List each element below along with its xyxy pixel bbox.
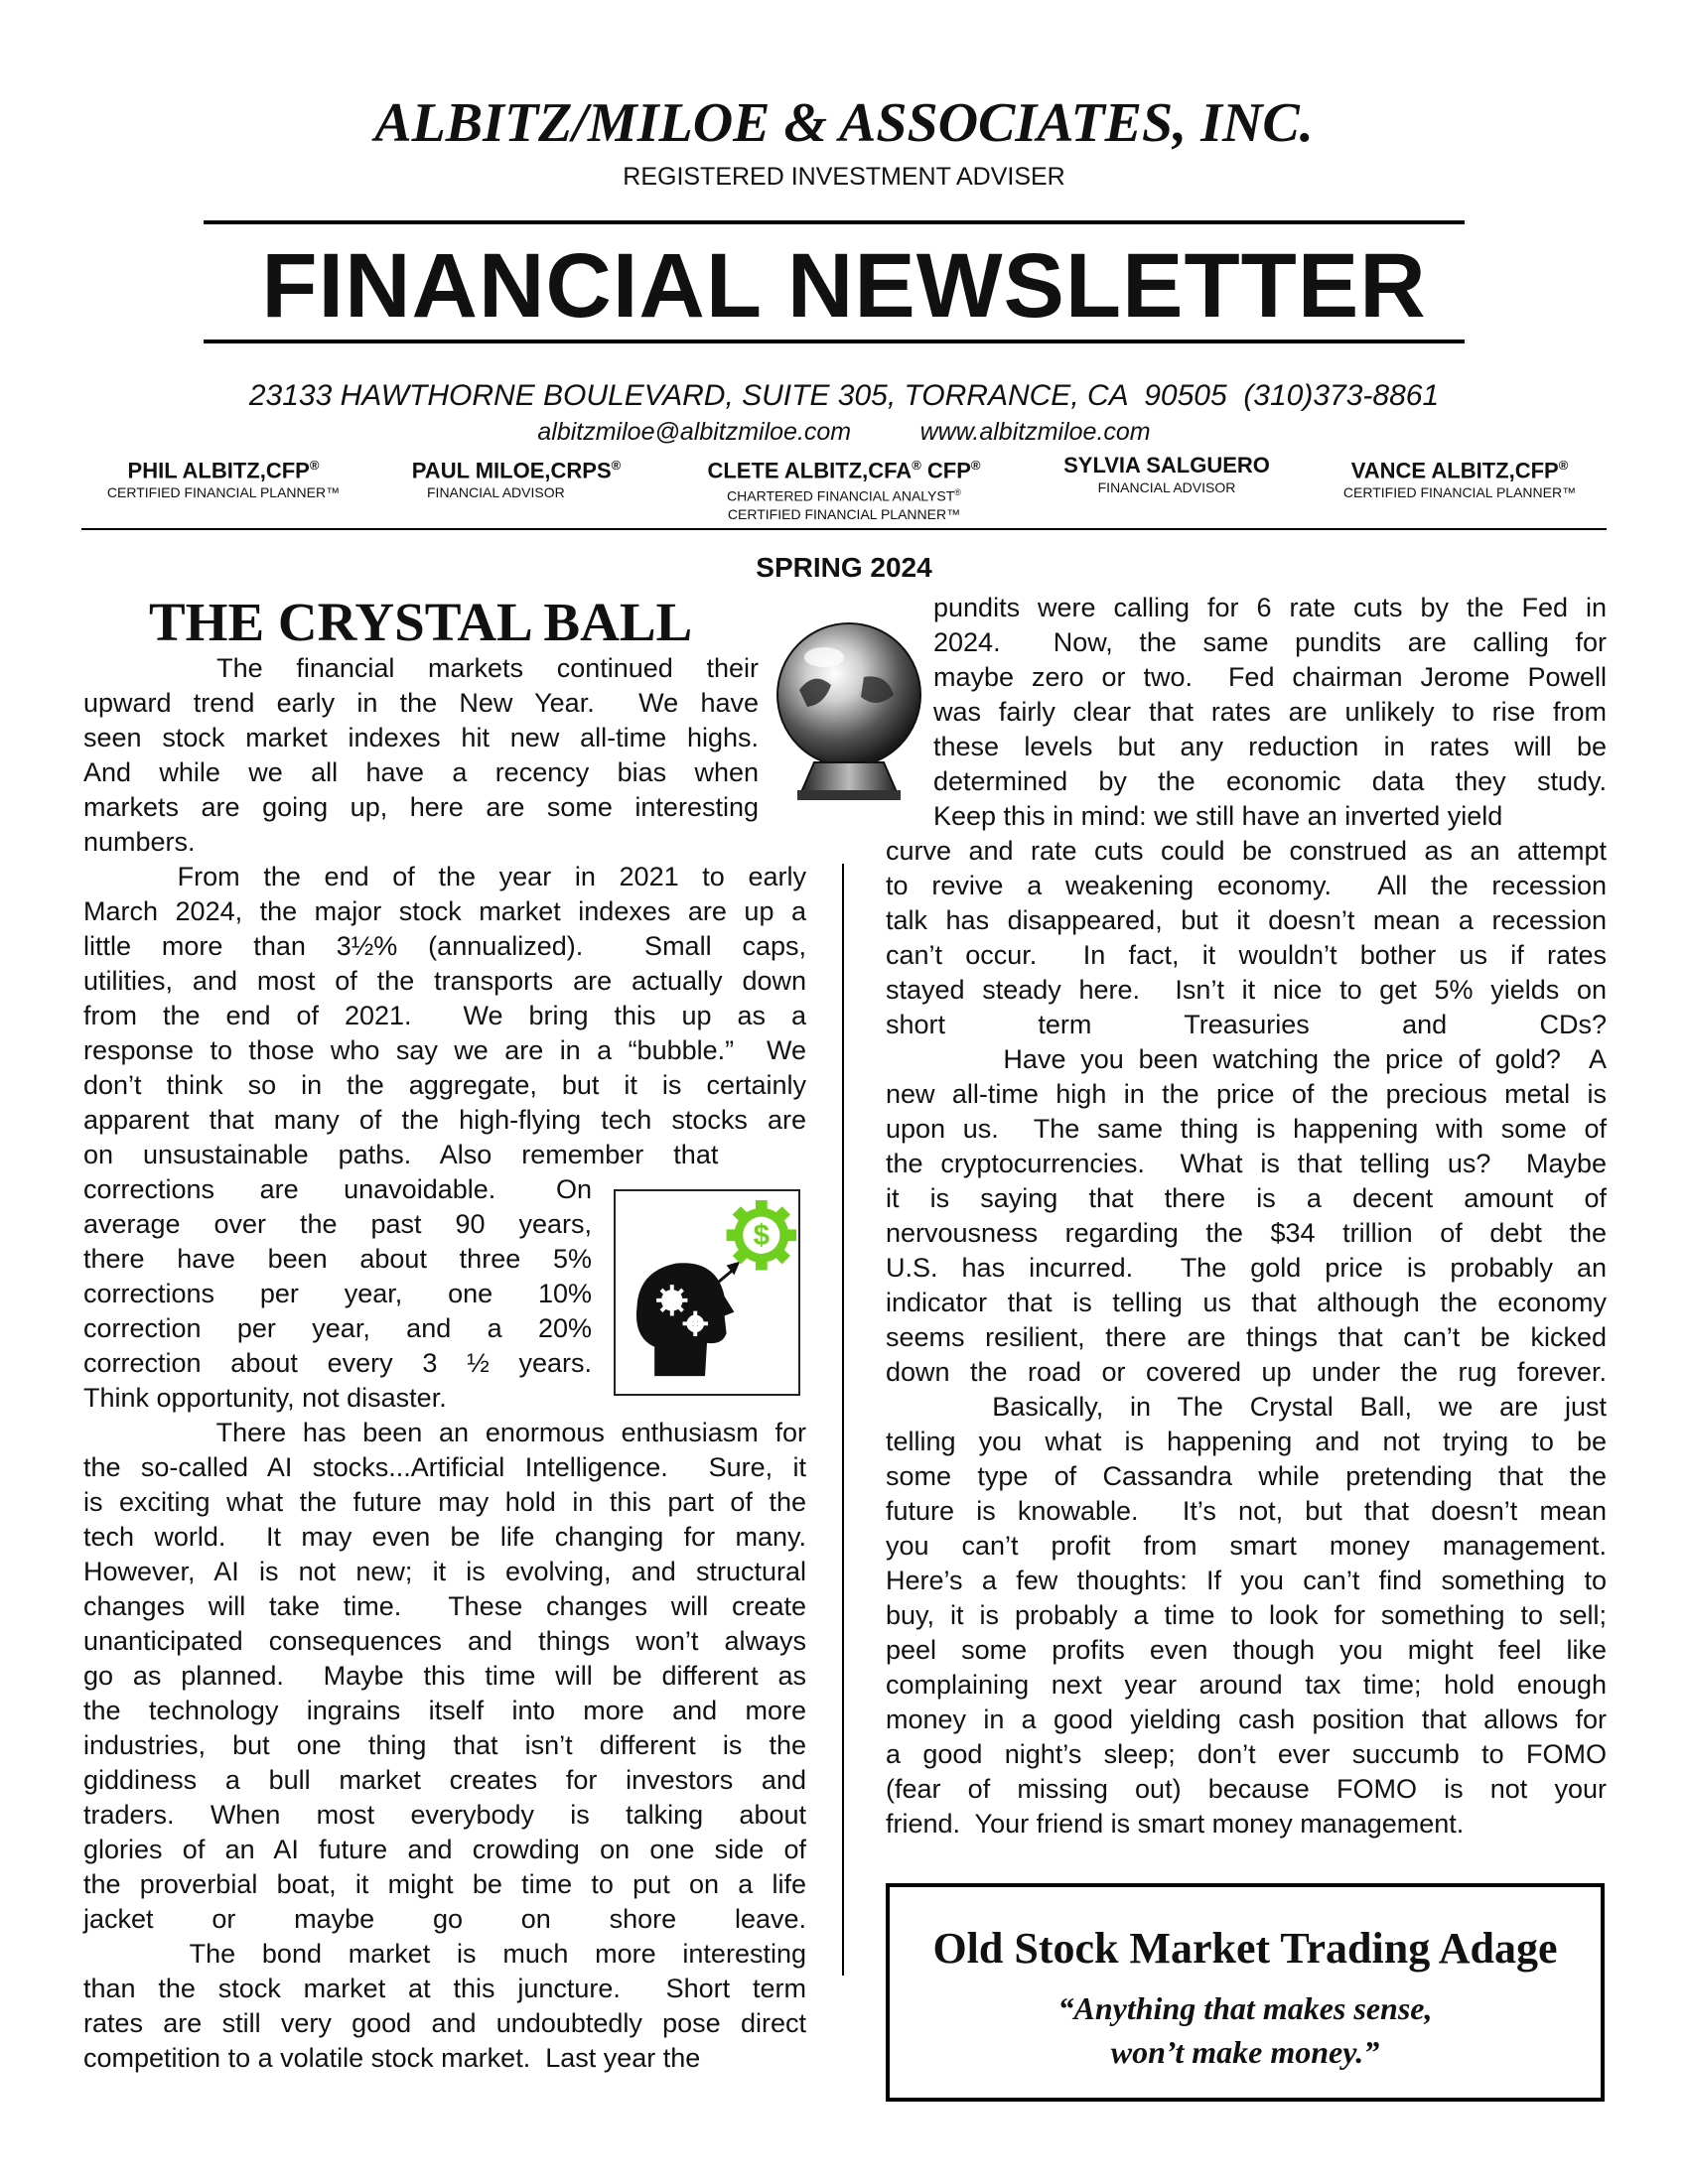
staff-name: PAUL MILOE,CRPS <box>411 458 612 483</box>
text-line: From the end of the year in 2021 to early <box>83 862 806 891</box>
registered-mark: ® <box>309 458 320 473</box>
text-line: the so-called AI stocks...Artificial Intelligence. Sure, it <box>83 1452 806 1482</box>
text-line: it is saying that there is a decent amount of <box>886 1183 1607 1213</box>
crystal-ball-icon <box>770 615 928 804</box>
text-line: the technology ingrains itself into more and more <box>83 1696 806 1725</box>
text-line: glories of an AI future and crowding on one side of <box>83 1835 806 1864</box>
text-line: (fear of missing out) because FOMO is not your <box>886 1774 1607 1804</box>
text-line: down the road or covered up under the rug forever. <box>886 1357 1607 1387</box>
text-line: pundits were calling for 6 rate cuts by the Fed in <box>933 593 1607 622</box>
text-line: indicator that is telling us that although the economy <box>886 1288 1607 1317</box>
text-line: money in a good yielding cash position that allows for <box>886 1705 1607 1734</box>
text-line: Here’s a few thoughts: If you can’t find something to <box>886 1566 1607 1595</box>
svg-text:$: $ <box>753 1219 770 1253</box>
adage-quote-line: “Anything that makes sense, <box>1057 1990 1433 2026</box>
text-line: to revive a weakening economy. All the recession <box>886 871 1607 900</box>
newsletter-title: FINANCIAL NEWSLETTER <box>261 235 1427 337</box>
registered-mark: ® <box>970 458 981 473</box>
left-column-intro <box>83 651 759 860</box>
text-line: competition to a volatile stock market. Last year the <box>83 2043 701 2073</box>
masthead-rule-top <box>204 220 1465 224</box>
text-line: talk has disappeared, but it doesn’t mean a recession <box>886 905 1607 935</box>
text-line: don’t think so in the aggregate, but it is certainly <box>83 1070 806 1100</box>
staff-sylvia <box>1033 453 1301 496</box>
text-line: jacket or maybe go on shore leave. <box>83 1904 806 1934</box>
text-line: corrections are unavoidable. On <box>83 1174 592 1204</box>
text-line: However, AI is not new; it is evolving, and structural <box>83 1557 806 1586</box>
right-column-paragraph <box>886 834 1607 1842</box>
left-column-paragraph <box>83 860 806 1172</box>
text-line: than the stock market at this juncture. Short term <box>83 1974 806 2003</box>
column-divider <box>842 864 844 1976</box>
text-line: complaining next year around tax time; hold enough <box>886 1670 1607 1700</box>
text-line: There has been an enormous enthusiasm for <box>83 1418 806 1447</box>
left-column-continued <box>83 1416 806 2076</box>
text-line: friend. Your friend is smart money management. <box>886 1809 1465 1839</box>
text-line: go as planned. Maybe this time will be different as <box>83 1661 806 1691</box>
text-line: short term Treasuries and CDs? <box>886 1010 1607 1039</box>
website-link[interactable]: www.albitzmiloe.com <box>919 418 1151 446</box>
issue-label: SPRING 2024 <box>756 552 932 583</box>
text-line: The financial markets continued their <box>83 653 759 683</box>
text-line: maybe zero or two. Fed chairman Jerome Powell <box>933 662 1607 692</box>
text-line: traders. When most everybody is talking about <box>83 1800 806 1830</box>
text-line: The bond market is much more interesting <box>83 1939 806 1969</box>
staff-name: CLETE ALBITZ,CFA <box>707 458 913 483</box>
text-line: some type of Cassandra while pretending that the <box>886 1461 1607 1491</box>
text-line: industries, but one thing that isn’t different is the <box>83 1730 806 1760</box>
right-column-intro <box>933 591 1607 834</box>
text-line: 2024. Now, the same pundits are calling for <box>933 627 1607 657</box>
text-line: numbers. <box>83 827 196 857</box>
text-line: upward trend early in the New Year. We have <box>83 688 759 718</box>
staff-name: VANCE ALBITZ,CFP <box>1350 458 1559 483</box>
firm-subtitle: REGISTERED INVESTMENT ADVISER <box>623 163 1065 191</box>
text-line: corrections per year, one 10% <box>83 1279 592 1308</box>
text-line: Think opportunity, not disaster. <box>83 1383 447 1413</box>
contact-line <box>0 417 1688 447</box>
text-line: there have been about three 5% <box>83 1244 592 1274</box>
address-line: 23133 HAWTHORNE BOULEVARD, SUITE 305, TORRANCE, CA 90505 (310)373-8861 <box>248 379 1440 412</box>
text-line: Have you been watching the price of gold? A <box>886 1044 1607 1074</box>
text-line: was fairly clear that rates are unlikely to rise from <box>933 697 1607 727</box>
staff-title: FINANCIAL ADVISOR <box>427 484 565 501</box>
registered-mark: ® <box>1558 458 1569 473</box>
text-line: tech world. It may even be life changing for many. <box>83 1522 806 1552</box>
text-line: stayed steady here. Isn’t it nice to get 5% yields on <box>886 975 1607 1005</box>
text-line: the cryptocurrencies. What is that telling us? Maybe <box>886 1149 1607 1178</box>
registered-mark: ® <box>912 458 921 473</box>
text-line: you can’t profit from smart money management. <box>886 1531 1607 1561</box>
text-line: peel some profits even though you might feel like <box>886 1635 1607 1665</box>
text-line: utilities, and most of the transports are actually down <box>83 966 806 996</box>
staff-name: PHIL ALBITZ,CFP <box>127 458 310 483</box>
text-line: new all-time high in the price of the precious metal is <box>886 1079 1607 1109</box>
staff-phil <box>79 453 367 501</box>
staff-paul <box>387 453 645 501</box>
left-column-wrap <box>83 1172 592 1416</box>
firm-name: ALBITZ/MILOE & ASSOCIATES, INC. <box>374 92 1314 154</box>
text-line: response to those who say we are in a “bubble.” We <box>83 1035 806 1065</box>
text-line: average over the past 90 years, <box>83 1209 592 1239</box>
text-line: markets are going up, here are some interesting <box>83 792 759 822</box>
text-line: unanticipated consequences and things won’t always <box>83 1626 806 1656</box>
email-link[interactable]: albitzmiloe@albitzmiloe.com <box>537 418 852 446</box>
text-line: future is knowable. It’s not, but that doesn’t mean <box>886 1496 1607 1526</box>
staff-title: CHARTERED FINANCIAL ANALYST <box>727 487 955 504</box>
text-line: seen stock market indexes hit new all-time highs. <box>83 723 759 752</box>
text-line: nervousness regarding the $34 trillion of debt the <box>886 1218 1607 1248</box>
text-line: the proverbial boat, it might be time to put on a life <box>83 1869 806 1899</box>
staff-title: CERTIFIED FINANCIAL PLANNER™ <box>106 484 341 501</box>
registered-mark: ® <box>954 487 961 498</box>
text-line: on unsustainable paths. Also remember that <box>83 1140 719 1169</box>
staff-title: CERTIFIED FINANCIAL PLANNER™ <box>1342 484 1577 501</box>
text-line: changes will take time. These changes will create <box>83 1591 806 1621</box>
text-line: apparent that many of the high-flying tech stocks are <box>83 1105 806 1135</box>
staff-title: FINANCIAL ADVISOR <box>1097 479 1236 495</box>
text-line: upon us. The same thing is happening with some of <box>886 1114 1607 1144</box>
adage-box <box>886 1883 1605 2102</box>
masthead-rule-bottom <box>204 340 1465 343</box>
head-gears-dollar-icon <box>614 1189 800 1396</box>
text-line: can’t occur. In fact, it wouldn’t bother us if rates <box>886 940 1607 970</box>
text-line: these levels but any reduction in rates will be <box>933 732 1607 761</box>
staff-name: SYLVIA SALGUERO <box>1063 453 1270 478</box>
text-line: Keep this in mind: we still have an inverted yield <box>933 801 1503 831</box>
text-line: a good night’s sleep; don’t ever succumb to FOMO <box>886 1739 1607 1769</box>
text-line: And while we all have a recency bias when <box>83 757 759 787</box>
staff-vance <box>1311 453 1609 501</box>
staff-title-secondary: CERTIFIED FINANCIAL PLANNER™ <box>727 505 961 522</box>
text-line: March 2024, the major stock market indexes are up a <box>83 896 806 926</box>
text-line: determined by the economic data they study. <box>933 766 1607 796</box>
text-line: giddiness a bull market creates for investors and <box>83 1765 806 1795</box>
registered-mark: ® <box>611 458 622 473</box>
text-line: Basically, in The Crystal Ball, we are just <box>886 1392 1607 1422</box>
text-line: is exciting what the future may hold in this part of the <box>83 1487 806 1517</box>
text-line: U.S. has incurred. The gold price is probably an <box>886 1253 1607 1283</box>
text-line: telling you what is happening and not trying to be <box>886 1427 1607 1456</box>
staff-name-suffix: CFP <box>920 458 971 483</box>
text-line: curve and rate cuts could be construed as an attempt <box>886 836 1607 866</box>
adage-quote-line: won’t make money.” <box>1110 2034 1380 2070</box>
text-line: correction per year, and a 20% <box>83 1313 592 1343</box>
text-line: seems resilient, there are things that can’t be kicked <box>886 1322 1607 1352</box>
article-title: THE CRYSTAL BALL <box>149 592 693 652</box>
text-line: rates are still very good and undoubtedly pose direct <box>83 2008 806 2038</box>
staff-rule <box>81 528 1607 530</box>
text-line: little more than 3½% (annualized). Small caps, <box>83 931 806 961</box>
text-line: from the end of 2021. We bring this up as a <box>83 1001 806 1030</box>
staff-clete <box>675 453 1013 523</box>
text-line: buy, it is probably a time to look for something to sell; <box>886 1600 1607 1630</box>
adage-title: Old Stock Market Trading Adage <box>932 1924 1558 1973</box>
text-line: correction about every 3 ½ years. <box>83 1348 592 1378</box>
